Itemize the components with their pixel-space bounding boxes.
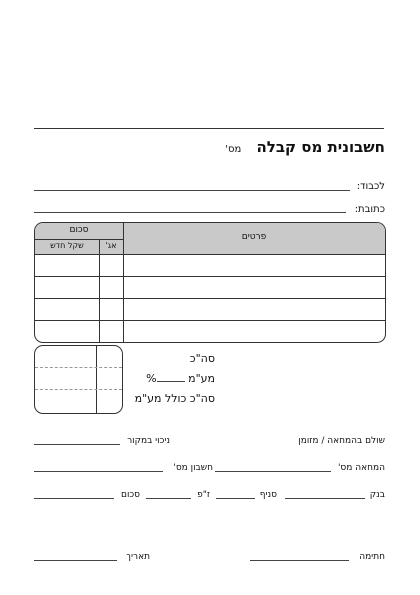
vat-percent-sign: %: [146, 372, 157, 385]
withholding-field[interactable]: [34, 444, 120, 445]
signature-field[interactable]: [250, 560, 349, 561]
totals-box: [34, 345, 123, 414]
title-text: חשבונית מס קבלה: [256, 138, 385, 156]
address-field[interactable]: [34, 212, 346, 213]
totals-row-divider: [35, 367, 122, 368]
table-row[interactable]: [35, 321, 385, 342]
check-no-label: המחאה מס': [337, 463, 385, 473]
col-agorot-header: אג': [105, 241, 117, 250]
amount-label: סכום: [120, 490, 140, 500]
top-rule: [34, 128, 384, 129]
items-table: [34, 222, 386, 343]
invoice-number-label: מס': [225, 144, 242, 155]
to-label: לכבוד:: [356, 181, 385, 192]
document-title: [225, 138, 385, 156]
total-incl-vat-label: סה"כ כולל מע"מ: [134, 392, 215, 405]
header-divider: [35, 239, 123, 240]
to-field[interactable]: [34, 190, 350, 191]
account-no-label: חשבון מס': [173, 463, 213, 473]
due-date-field[interactable]: [146, 498, 191, 499]
vat-percent-field[interactable]: [157, 372, 185, 382]
check-no-field[interactable]: [215, 471, 331, 472]
total-label: סה"כ: [189, 352, 215, 365]
signature-label: חתימה: [359, 552, 385, 562]
date-label: תאריך: [126, 552, 150, 562]
bank-label: בנק: [369, 490, 385, 500]
branch-field[interactable]: [216, 498, 255, 499]
table-row[interactable]: [35, 299, 385, 320]
branch-label: סניף: [259, 490, 277, 500]
account-no-field[interactable]: [34, 471, 163, 472]
date-field[interactable]: [34, 560, 117, 561]
table-row[interactable]: [35, 255, 385, 276]
col-details-header: פרטים: [241, 232, 267, 242]
due-date-label: ז"פ: [197, 490, 210, 500]
col-shekel-header: שקל חדש: [50, 241, 84, 250]
amount-field[interactable]: [34, 498, 114, 499]
paid-by-label: שולם בהמחאה / מזומן: [298, 436, 385, 446]
table-row[interactable]: [35, 277, 385, 298]
withholding-label: ניכוי במקור: [127, 436, 170, 446]
vat-row: [146, 372, 215, 385]
col-amount-header: סכום: [69, 225, 89, 235]
bank-field[interactable]: [285, 498, 365, 499]
vat-label: מע"מ: [188, 372, 215, 385]
totals-col-divider: [96, 346, 97, 413]
totals-row-divider: [35, 389, 122, 390]
address-label: כתובת:: [354, 204, 385, 215]
